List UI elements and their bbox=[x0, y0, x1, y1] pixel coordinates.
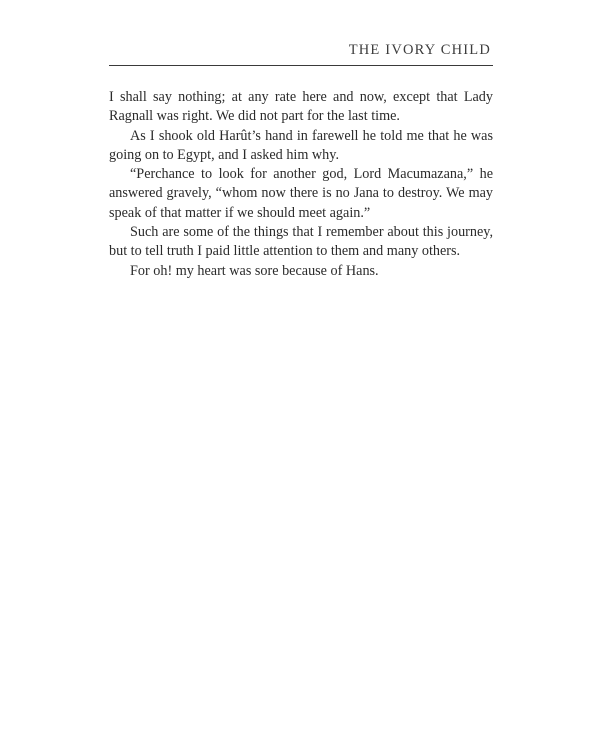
paragraph: Such are some of the things that I remember about this journey, but to tell truth I paid little attention to them and many others. bbox=[109, 224, 493, 260]
paragraph: For oh! my heart was sore because of Hans. bbox=[130, 262, 379, 279]
paragraph: I shall say nothing; at any rate here and now, except that Lady Ragnall was right. We did not part for the last time. bbox=[109, 89, 493, 125]
paragraph: “Perchance to look for another god, Lord Macumazana,” he answered gravely, “whom now there is no Jana to destroy. We may speak of that matter if we should meet again.” bbox=[109, 166, 493, 221]
running-title: THE IVORY CHILD bbox=[348, 42, 491, 58]
body-text bbox=[109, 88, 493, 281]
paragraph: As I shook old Harût’s hand in farewell he told me that he was going on to Egypt, and I asked him why. bbox=[109, 127, 493, 163]
running-header bbox=[109, 41, 493, 66]
